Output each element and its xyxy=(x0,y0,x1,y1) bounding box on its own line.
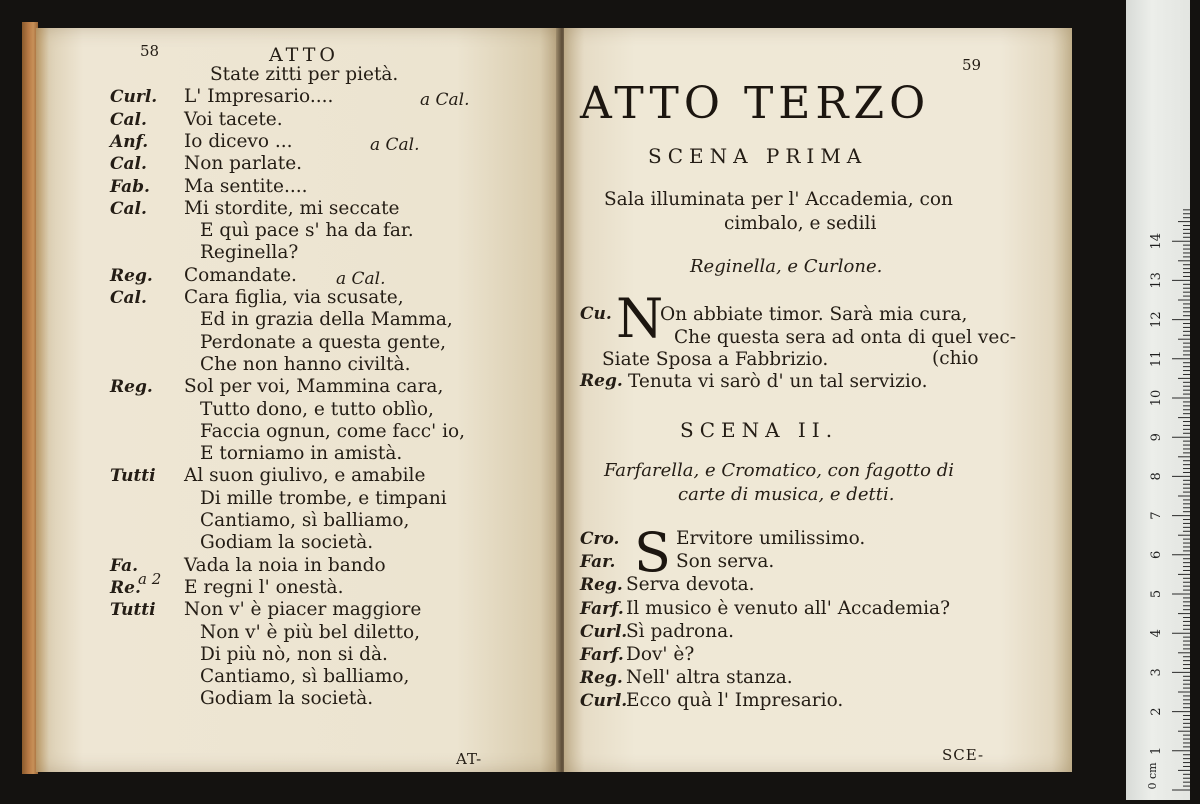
scene-heading-1: SCENA PRIMA xyxy=(648,144,868,168)
act-title: ATTO TERZO xyxy=(580,78,931,129)
stage-direction-1b: cimbalo, e sedili xyxy=(724,213,877,234)
verse-line: Io dicevo ... xyxy=(184,130,293,152)
scene-heading-2: SCENA II. xyxy=(680,418,839,442)
verse-line: E quì pace s' ha da far. xyxy=(200,220,414,242)
verse-line: Non parlate. xyxy=(184,153,303,175)
stage-direction-1a: Sala illuminata per l' Accademia, con xyxy=(604,189,953,210)
verse-line: Ma sentite.... xyxy=(184,175,308,197)
stage-direction-2b: carte di musica, e detti. xyxy=(678,484,895,505)
stage-aside: a Cal. xyxy=(336,268,386,289)
page-number-right: 59 xyxy=(962,56,982,74)
right-page xyxy=(564,28,1072,772)
page-number-left: 58 xyxy=(140,42,160,60)
verse-line: Godiam la società. xyxy=(200,688,374,710)
drop-cap: S xyxy=(634,521,671,584)
dialogue-line: Che questa sera ad onta di quel vec- xyxy=(674,327,1016,348)
verse-line: Di mille trombe, e timpani xyxy=(200,487,447,509)
verse-line: Cara figlia, via scusate, xyxy=(184,287,404,308)
verse-line: Di più nò, non si dà. xyxy=(200,643,388,665)
dialogue-line: Dov' è? xyxy=(626,644,695,665)
dialogue-line: On abbiate timor. Sarà mia cura, xyxy=(660,304,968,325)
speaker-label: Fab. xyxy=(110,176,150,197)
verse-line: E torniamo in amistà. xyxy=(200,443,403,465)
speaker-label: Curl. xyxy=(580,621,628,642)
verse-line: Mi stordite, mi seccate xyxy=(184,197,400,219)
speaker-label: Reg. xyxy=(580,575,623,596)
verse-line: Non v' è più bel diletto, xyxy=(200,621,421,643)
speaker-label: Tutti xyxy=(110,466,156,487)
dialogue-line: Son serva. xyxy=(676,551,775,573)
ruler-label: 5 xyxy=(1149,589,1164,599)
verse-line: Godiam la società. xyxy=(200,532,374,554)
speaker-label: Cro. xyxy=(580,529,620,549)
ruler-label: 13 xyxy=(1149,272,1164,289)
verse-line: Tutto dono, e tutto oblìo, xyxy=(200,398,434,420)
speaker-label: Cu. xyxy=(580,304,612,324)
ruler-label: 12 xyxy=(1149,311,1164,328)
ruler-label: 3 xyxy=(1149,668,1164,677)
verse-line: Che non hanno civiltà. xyxy=(200,353,411,375)
ruler-label: 7 xyxy=(1149,511,1164,520)
stage-aside: a Cal. xyxy=(420,90,470,111)
verse-line: State zitti per pietà. xyxy=(210,64,399,85)
verse-line: Perdonate a questa gente, xyxy=(200,331,447,353)
verse-line: Cantiamo, sì balliamo, xyxy=(200,666,410,688)
speaker-label: Far. xyxy=(580,552,616,573)
dialogue-line-overflow: (chio xyxy=(932,348,979,369)
speaker-label: Fa. xyxy=(110,555,139,576)
speaker-label: Cal. xyxy=(110,109,147,130)
ruler-label: 10 xyxy=(1149,389,1164,407)
speaker-label: Re. xyxy=(110,577,141,598)
dialogue-line: Siate Sposa a Fabbrizio. xyxy=(602,349,829,370)
measuring-ruler xyxy=(1126,0,1190,800)
ruler-label: 14 xyxy=(1149,232,1164,250)
ruler-scale xyxy=(1126,0,1190,800)
verse-line: Ed in grazia della Mamma, xyxy=(200,309,453,331)
a-due-mark: a 2 xyxy=(138,570,162,588)
ruler-label: 8 xyxy=(1149,472,1164,481)
ruler-label: 9 xyxy=(1149,433,1164,442)
dialogue-line: Ecco quà l' Impresario. xyxy=(626,690,844,712)
verse-line: E regni l' onestà. xyxy=(184,576,344,598)
speaker-label: Reg. xyxy=(110,377,153,398)
ruler-label: 6 xyxy=(1149,550,1164,559)
ruler-label: 11 xyxy=(1149,350,1164,368)
stage-aside: a Cal. xyxy=(370,134,420,155)
dialogue-line: Il musico è venuto all' Accademia? xyxy=(626,597,951,619)
dialogue-line: Sì padrona. xyxy=(626,620,734,642)
speaker-label: Tutti xyxy=(110,600,156,621)
dialogue-line: Serva devota. xyxy=(626,574,755,596)
dialogue-line: Tenuta vi sarò d' un tal servizio. xyxy=(628,371,928,392)
speaker-label: Anf. xyxy=(110,131,149,152)
ruler-label: 4 xyxy=(1149,629,1164,638)
ruler-label: 2 xyxy=(1149,707,1164,716)
speaker-label: Reg. xyxy=(580,668,623,689)
stage-direction-2a: Farfarella, e Cromatico, con fagotto di xyxy=(604,460,954,481)
verse-line: Non v' è piacer maggiore xyxy=(184,599,422,621)
ruler-unit-label: 0 cm xyxy=(1146,762,1159,790)
verse-line: Voi tacete. xyxy=(184,108,283,130)
catchword-left: AT- xyxy=(456,750,483,768)
drop-cap: N xyxy=(616,287,664,350)
verse-line: Vada la noia in bando xyxy=(184,554,386,576)
speaker-label: Curl. xyxy=(580,691,628,712)
catchword-right: SCE- xyxy=(942,746,985,764)
running-head: ATTO xyxy=(269,44,339,66)
verse-line: Sol per voi, Mammina cara, xyxy=(184,376,444,398)
dialogue-line: Nell' altra stanza. xyxy=(626,667,793,689)
verse-line: Reginella? xyxy=(200,242,299,264)
speaker-label: Cal. xyxy=(110,154,147,175)
speaker-label: Farf. xyxy=(580,645,624,665)
dialogue-line: Ervitore umilissimo. xyxy=(676,528,866,549)
scene-characters: Reginella, e Curlone. xyxy=(690,256,883,277)
speaker-label: Reg. xyxy=(580,371,623,391)
speaker-label: Cal. xyxy=(110,198,147,219)
verse-line: L' Impresario.... xyxy=(184,86,334,108)
speaker-label: Curl. xyxy=(110,87,158,108)
verse-line: Faccia ognun, come facc' io, xyxy=(200,420,466,442)
speaker-label: Cal. xyxy=(110,288,147,308)
speaker-label: Reg. xyxy=(110,265,153,286)
verse-line: Comandate. xyxy=(184,264,297,286)
verse-line: Cantiamo, sì balliamo, xyxy=(200,510,410,531)
verse-line: Al suon giulivo, e amabile xyxy=(184,465,426,487)
speaker-label: Farf. xyxy=(580,598,624,619)
ruler-label: 1 xyxy=(1149,746,1164,755)
left-page xyxy=(36,28,561,772)
